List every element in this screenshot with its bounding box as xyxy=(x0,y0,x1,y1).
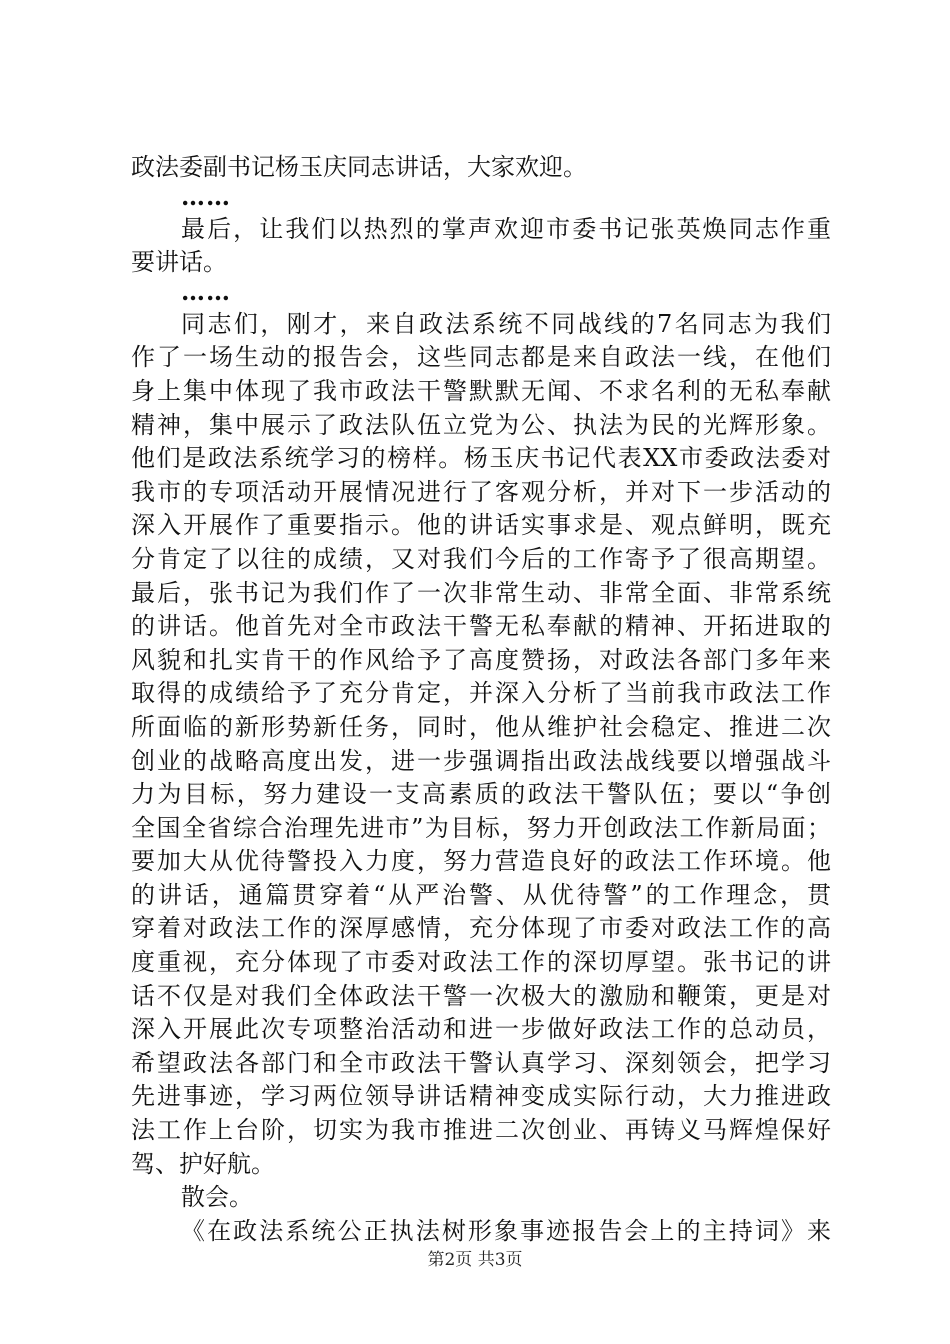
text-line: 度重视，充分体现了市委对政法工作的深切厚望。张书记的讲 xyxy=(131,948,831,977)
text-line: 的讲话。他首先对全市政法干警无私奉献的精神、开拓进取的 xyxy=(131,612,831,641)
text-line: 最后，让我们以热烈的掌声欢迎市委书记张英焕同志作重 xyxy=(181,214,831,243)
text-line: 分肯定了以往的成绩，又对我们今后的工作寄予了很高期望。 xyxy=(131,544,831,573)
document-body xyxy=(131,151,831,1248)
text-line: 我市的专项活动开展情况进行了客观分析，并对下一步活动的 xyxy=(131,477,831,506)
text-line: 他们是政法系统学习的榜样。杨玉庆书记代表XX市委政法委对 xyxy=(131,444,831,473)
ellipsis-line: …… xyxy=(181,276,231,306)
text-line: 精神，集中展示了政法队伍立党为公、执法为民的光辉形象。 xyxy=(131,410,831,439)
text-line: 作了一场生动的报告会，这些同志都是来自政法一线，在他们 xyxy=(131,343,831,372)
text-line: 散会。 xyxy=(181,1183,253,1212)
text-line: 取得的成绩给予了充分肯定，并深入分析了当前我市政法工作 xyxy=(131,679,831,708)
text-line: 深入开展此次专项整治活动和进一步做好政法工作的总动员， xyxy=(131,1015,831,1044)
text-line: 力为目标，努力建设一支高素质的政法干警队伍；要以“争创 xyxy=(131,780,831,809)
text-line: 驾、护好航。 xyxy=(131,1149,275,1178)
text-line: 法工作上台阶，切实为我市推进二次创业、再铸义马辉煌保好 xyxy=(131,1116,831,1145)
text-line: 所面临的新形势新任务，同时，他从维护社会稳定、推进二次 xyxy=(131,712,831,741)
text-line: 《在政法系统公正执法树形象事迹报告会上的主持词》来 xyxy=(181,1216,831,1245)
text-line: 的讲话，通篇贯穿着“从严治警、从优待警”的工作理念，贯 xyxy=(131,880,831,909)
text-line: 同志们，刚才，来自政法系统不同战线的7名同志为我们 xyxy=(181,309,831,338)
text-line: 身上集中体现了我市政法干警默默无闻、不求名利的无私奉献 xyxy=(131,376,831,405)
text-line: 要加大从优待警投入力度，努力营造良好的政法工作环境。他 xyxy=(131,847,831,876)
text-line: 政法委副书记杨玉庆同志讲话，大家欢迎。 xyxy=(131,153,587,181)
text-line: 深入开展作了重要指示。他的讲话实事求是、观点鲜明，既充 xyxy=(131,511,831,540)
text-line: 风貌和扎实肯干的作风给予了高度赞扬，对政法各部门多年来 xyxy=(131,645,831,674)
text-line: 创业的战略高度出发，进一步强调指出政法战线要以增强战斗 xyxy=(131,746,831,775)
text-line: 穿着对政法工作的深厚感情，充分体现了市委对政法工作的高 xyxy=(131,914,831,943)
text-line: 要讲话。 xyxy=(131,248,227,277)
text-line: 希望政法各部门和全市政法干警认真学习、深刻领会，把学习 xyxy=(131,1048,831,1077)
page-footer: 第2页 共3页 xyxy=(427,1250,523,1270)
text-line: 最后，张书记为我们作了一次非常生动、非常全面、非常系统 xyxy=(131,578,831,607)
ellipsis-line: …… xyxy=(181,181,231,211)
text-line: 话不仅是对我们全体政法干警一次极大的激励和鞭策，更是对 xyxy=(131,981,831,1010)
text-line: 先进事迹，学习两位领导讲话精神变成实际行动，大力推进政 xyxy=(131,1082,831,1111)
text-line: 全国全省综合治理先进市”为目标，努力开创政法工作新局面； xyxy=(131,813,831,842)
